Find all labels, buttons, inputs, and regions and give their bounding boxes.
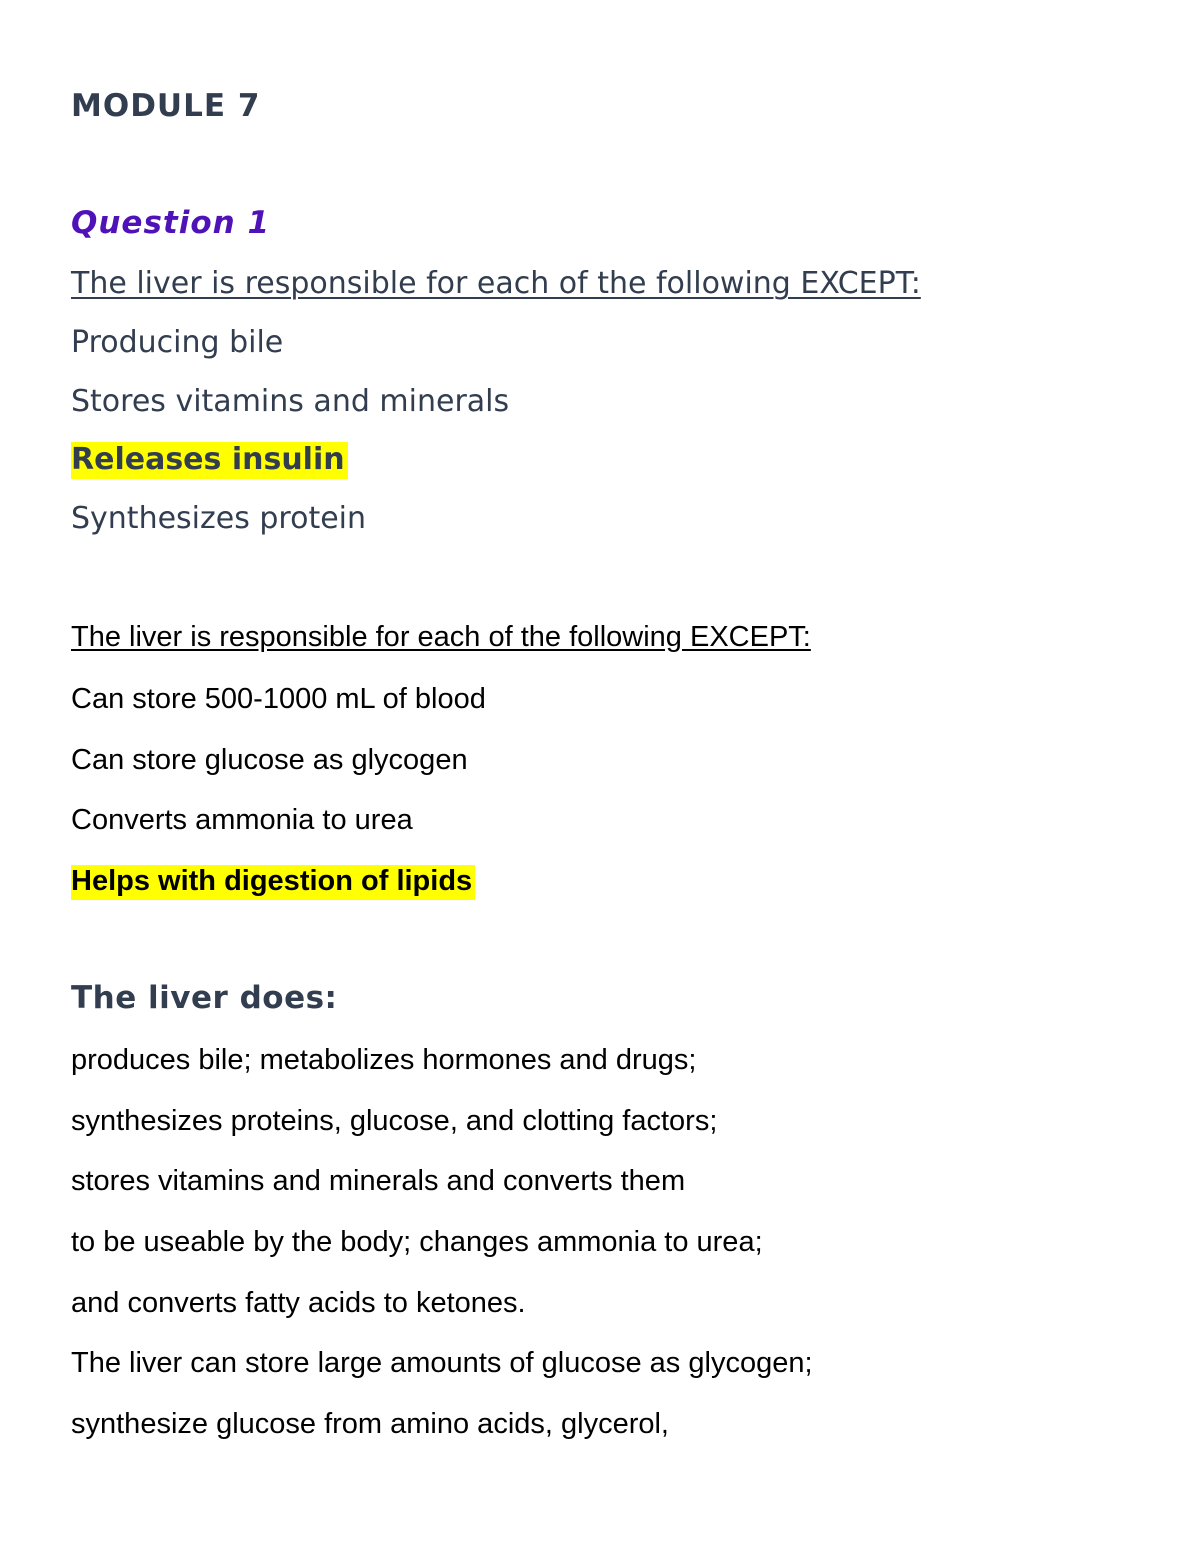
explanation-line: synthesizes proteins, glucose, and clotting factors; xyxy=(71,1105,718,1137)
question-2-option-4-correct xyxy=(71,865,475,898)
explanation-line: and converts fatty acids to ketones. xyxy=(71,1287,526,1319)
question-2-option-1: Can store 500-1000 mL of blood xyxy=(71,683,486,715)
question-1-heading: Question 1 xyxy=(71,205,271,241)
question-2-stem: The liver is responsible for each of the following EXCEPT: xyxy=(71,621,811,653)
explanation-line: stores vitamins and minerals and converts them xyxy=(71,1165,686,1197)
question-1-option-2: Stores vitamins and minerals xyxy=(71,384,510,419)
correct-answer-highlight: Helps with digestion of lipids xyxy=(71,865,475,900)
module-title: MODULE 7 xyxy=(71,88,261,124)
question-1-option-3-correct xyxy=(71,442,348,477)
explanation-line: synthesize glucose from amino acids, glycerol, xyxy=(71,1408,669,1440)
question-2-option-3: Converts ammonia to urea xyxy=(71,804,413,836)
explanation-heading: The liver does: xyxy=(71,980,338,1016)
question-1-option-1: Producing bile xyxy=(71,325,284,360)
correct-answer-highlight: Releases insulin xyxy=(71,442,348,479)
explanation-line: The liver can store large amounts of glucose as glycogen; xyxy=(71,1347,813,1379)
question-2-option-2: Can store glucose as glycogen xyxy=(71,744,468,776)
explanation-line: produces bile; metabolizes hormones and drugs; xyxy=(71,1044,697,1076)
explanation-line: to be useable by the body; changes ammonia to urea; xyxy=(71,1226,763,1258)
question-1-option-4: Synthesizes protein xyxy=(71,501,367,536)
question-1-stem: The liver is responsible for each of the following EXCEPT: xyxy=(71,266,921,301)
